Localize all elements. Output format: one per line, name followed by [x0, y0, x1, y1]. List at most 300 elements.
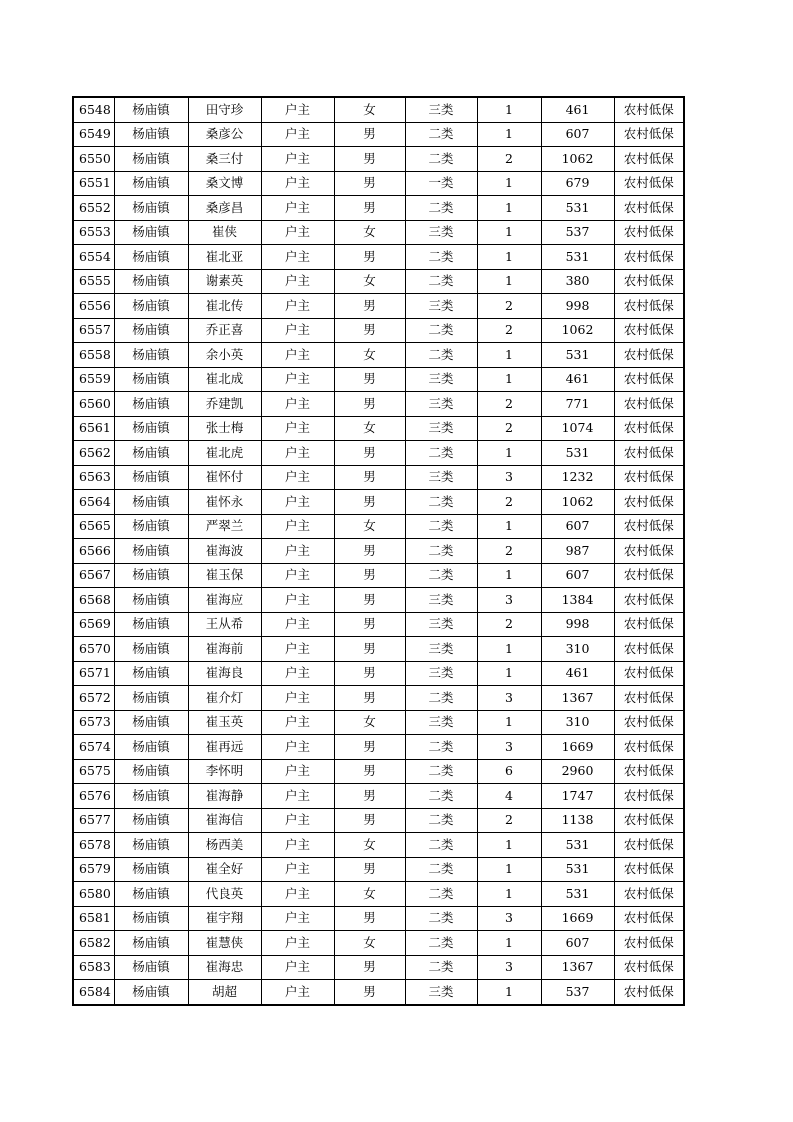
relation-cell: 户主 [261, 833, 334, 858]
household-size-cell: 1 [477, 441, 541, 466]
name-cell: 崔玉英 [188, 710, 261, 735]
household-size-cell: 2 [477, 392, 541, 417]
relation-cell: 户主 [261, 759, 334, 784]
type-cell: 农村低保 [614, 955, 684, 980]
type-cell: 农村低保 [614, 612, 684, 637]
town-cell: 杨庙镇 [114, 343, 188, 368]
type-cell: 农村低保 [614, 563, 684, 588]
town-cell: 杨庙镇 [114, 367, 188, 392]
type-cell: 农村低保 [614, 171, 684, 196]
relation-cell: 户主 [261, 294, 334, 319]
town-cell: 杨庙镇 [114, 318, 188, 343]
category-cell: 三类 [405, 710, 477, 735]
type-cell: 农村低保 [614, 490, 684, 515]
table-row [73, 294, 684, 319]
household-size-cell: 1 [477, 220, 541, 245]
gender-cell: 女 [334, 931, 405, 956]
name-cell: 桑彦昌 [188, 196, 261, 221]
town-cell: 杨庙镇 [114, 612, 188, 637]
type-cell: 农村低保 [614, 833, 684, 858]
type-cell: 农村低保 [614, 269, 684, 294]
town-cell: 杨庙镇 [114, 588, 188, 613]
name-cell: 崔介灯 [188, 686, 261, 711]
table-row [73, 759, 684, 784]
type-cell: 农村低保 [614, 122, 684, 147]
row-number-cell: 6554 [73, 245, 114, 270]
gender-cell: 女 [334, 269, 405, 294]
category-cell: 二类 [405, 833, 477, 858]
town-cell: 杨庙镇 [114, 686, 188, 711]
table-row [73, 490, 684, 515]
town-cell: 杨庙镇 [114, 833, 188, 858]
table-row [73, 931, 684, 956]
name-cell: 代良英 [188, 882, 261, 907]
row-number-cell: 6575 [73, 759, 114, 784]
town-cell: 杨庙镇 [114, 490, 188, 515]
type-cell: 农村低保 [614, 710, 684, 735]
type-cell: 农村低保 [614, 539, 684, 564]
relation-cell: 户主 [261, 196, 334, 221]
household-size-cell: 2 [477, 539, 541, 564]
household-size-cell: 1 [477, 563, 541, 588]
table-row [73, 97, 684, 122]
category-cell: 二类 [405, 318, 477, 343]
name-cell: 崔北亚 [188, 245, 261, 270]
type-cell: 农村低保 [614, 97, 684, 122]
table-row [73, 539, 684, 564]
amount-cell: 679 [541, 171, 614, 196]
gender-cell: 男 [334, 955, 405, 980]
relation-cell: 户主 [261, 318, 334, 343]
relation-cell: 户主 [261, 392, 334, 417]
type-cell: 农村低保 [614, 465, 684, 490]
name-cell: 崔再远 [188, 735, 261, 760]
household-size-cell: 1 [477, 514, 541, 539]
table-row [73, 269, 684, 294]
category-cell: 二类 [405, 514, 477, 539]
amount-cell: 531 [541, 882, 614, 907]
type-cell: 农村低保 [614, 220, 684, 245]
town-cell: 杨庙镇 [114, 220, 188, 245]
table-body [73, 97, 684, 1005]
category-cell: 二类 [405, 563, 477, 588]
type-cell: 农村低保 [614, 906, 684, 931]
row-number-cell: 6569 [73, 612, 114, 637]
name-cell: 崔宇翔 [188, 906, 261, 931]
amount-cell: 1062 [541, 147, 614, 172]
row-number-cell: 6573 [73, 710, 114, 735]
category-cell: 二类 [405, 539, 477, 564]
row-number-cell: 6553 [73, 220, 114, 245]
household-size-cell: 3 [477, 588, 541, 613]
gender-cell: 男 [334, 318, 405, 343]
gender-cell: 女 [334, 416, 405, 441]
town-cell: 杨庙镇 [114, 392, 188, 417]
town-cell: 杨庙镇 [114, 441, 188, 466]
gender-cell: 男 [334, 661, 405, 686]
type-cell: 农村低保 [614, 784, 684, 809]
type-cell: 农村低保 [614, 808, 684, 833]
name-cell: 崔海静 [188, 784, 261, 809]
amount-cell: 310 [541, 637, 614, 662]
row-number-cell: 6574 [73, 735, 114, 760]
amount-cell: 531 [541, 343, 614, 368]
household-size-cell: 2 [477, 416, 541, 441]
gender-cell: 女 [334, 882, 405, 907]
table-row [73, 661, 684, 686]
amount-cell: 461 [541, 97, 614, 122]
household-size-cell: 1 [477, 931, 541, 956]
gender-cell: 男 [334, 147, 405, 172]
type-cell: 农村低保 [614, 980, 684, 1005]
amount-cell: 537 [541, 220, 614, 245]
relation-cell: 户主 [261, 416, 334, 441]
relation-cell: 户主 [261, 637, 334, 662]
relation-cell: 户主 [261, 122, 334, 147]
relation-cell: 户主 [261, 612, 334, 637]
amount-cell: 531 [541, 857, 614, 882]
relation-cell: 户主 [261, 367, 334, 392]
row-number-cell: 6568 [73, 588, 114, 613]
household-size-cell: 1 [477, 833, 541, 858]
type-cell: 农村低保 [614, 441, 684, 466]
gender-cell: 男 [334, 906, 405, 931]
name-cell: 李怀明 [188, 759, 261, 784]
name-cell: 胡超 [188, 980, 261, 1005]
row-number-cell: 6571 [73, 661, 114, 686]
category-cell: 三类 [405, 980, 477, 1005]
type-cell: 农村低保 [614, 735, 684, 760]
town-cell: 杨庙镇 [114, 122, 188, 147]
relation-cell: 户主 [261, 784, 334, 809]
category-cell: 三类 [405, 392, 477, 417]
category-cell: 二类 [405, 955, 477, 980]
relation-cell: 户主 [261, 710, 334, 735]
row-number-cell: 6582 [73, 931, 114, 956]
gender-cell: 男 [334, 465, 405, 490]
table-row [73, 196, 684, 221]
row-number-cell: 6552 [73, 196, 114, 221]
amount-cell: 1669 [541, 735, 614, 760]
category-cell: 二类 [405, 147, 477, 172]
town-cell: 杨庙镇 [114, 808, 188, 833]
town-cell: 杨庙镇 [114, 759, 188, 784]
relation-cell: 户主 [261, 514, 334, 539]
household-size-cell: 1 [477, 245, 541, 270]
type-cell: 农村低保 [614, 882, 684, 907]
table-row [73, 465, 684, 490]
table-row [73, 220, 684, 245]
category-cell: 三类 [405, 612, 477, 637]
gender-cell: 男 [334, 980, 405, 1005]
amount-cell: 987 [541, 539, 614, 564]
category-cell: 一类 [405, 171, 477, 196]
relation-cell: 户主 [261, 245, 334, 270]
table-row [73, 955, 684, 980]
name-cell: 严翠兰 [188, 514, 261, 539]
household-size-cell: 1 [477, 171, 541, 196]
table-row [73, 318, 684, 343]
relation-cell: 户主 [261, 490, 334, 515]
household-size-cell: 1 [477, 269, 541, 294]
town-cell: 杨庙镇 [114, 931, 188, 956]
name-cell: 崔怀付 [188, 465, 261, 490]
name-cell: 桑三付 [188, 147, 261, 172]
town-cell: 杨庙镇 [114, 563, 188, 588]
amount-cell: 537 [541, 980, 614, 1005]
gender-cell: 男 [334, 490, 405, 515]
town-cell: 杨庙镇 [114, 416, 188, 441]
amount-cell: 1138 [541, 808, 614, 833]
relation-cell: 户主 [261, 343, 334, 368]
name-cell: 桑文博 [188, 171, 261, 196]
gender-cell: 男 [334, 392, 405, 417]
row-number-cell: 6577 [73, 808, 114, 833]
gender-cell: 男 [334, 808, 405, 833]
household-size-cell: 1 [477, 637, 541, 662]
amount-cell: 1062 [541, 318, 614, 343]
type-cell: 农村低保 [614, 196, 684, 221]
relation-cell: 户主 [261, 857, 334, 882]
name-cell: 田守珍 [188, 97, 261, 122]
gender-cell: 女 [334, 97, 405, 122]
gender-cell: 男 [334, 441, 405, 466]
household-size-cell: 1 [477, 980, 541, 1005]
row-number-cell: 6563 [73, 465, 114, 490]
name-cell: 杨西美 [188, 833, 261, 858]
row-number-cell: 6578 [73, 833, 114, 858]
relation-cell: 户主 [261, 686, 334, 711]
amount-cell: 607 [541, 514, 614, 539]
table-row [73, 833, 684, 858]
row-number-cell: 6570 [73, 637, 114, 662]
amount-cell: 607 [541, 563, 614, 588]
household-size-cell: 2 [477, 490, 541, 515]
table-row [73, 906, 684, 931]
household-size-cell: 1 [477, 857, 541, 882]
gender-cell: 男 [334, 367, 405, 392]
amount-cell: 1232 [541, 465, 614, 490]
gender-cell: 女 [334, 343, 405, 368]
amount-cell: 531 [541, 833, 614, 858]
household-size-cell: 3 [477, 735, 541, 760]
table-row [73, 588, 684, 613]
category-cell: 二类 [405, 735, 477, 760]
type-cell: 农村低保 [614, 343, 684, 368]
table-row [73, 343, 684, 368]
category-cell: 二类 [405, 857, 477, 882]
household-size-cell: 4 [477, 784, 541, 809]
gender-cell: 男 [334, 196, 405, 221]
amount-cell: 1074 [541, 416, 614, 441]
name-cell: 崔慧侠 [188, 931, 261, 956]
category-cell: 二类 [405, 245, 477, 270]
row-number-cell: 6558 [73, 343, 114, 368]
type-cell: 农村低保 [614, 245, 684, 270]
row-number-cell: 6548 [73, 97, 114, 122]
row-number-cell: 6581 [73, 906, 114, 931]
category-cell: 二类 [405, 269, 477, 294]
type-cell: 农村低保 [614, 367, 684, 392]
name-cell: 崔北传 [188, 294, 261, 319]
household-size-cell: 2 [477, 808, 541, 833]
row-number-cell: 6583 [73, 955, 114, 980]
category-cell: 三类 [405, 294, 477, 319]
town-cell: 杨庙镇 [114, 269, 188, 294]
household-size-cell: 1 [477, 97, 541, 122]
household-size-cell: 1 [477, 367, 541, 392]
relation-cell: 户主 [261, 931, 334, 956]
relation-cell: 户主 [261, 465, 334, 490]
category-cell: 三类 [405, 416, 477, 441]
gender-cell: 男 [334, 686, 405, 711]
town-cell: 杨庙镇 [114, 637, 188, 662]
row-number-cell: 6551 [73, 171, 114, 196]
town-cell: 杨庙镇 [114, 784, 188, 809]
category-cell: 二类 [405, 343, 477, 368]
table-row [73, 637, 684, 662]
relation-cell: 户主 [261, 588, 334, 613]
relation-cell: 户主 [261, 980, 334, 1005]
relation-cell: 户主 [261, 808, 334, 833]
amount-cell: 771 [541, 392, 614, 417]
category-cell: 二类 [405, 882, 477, 907]
name-cell: 崔海前 [188, 637, 261, 662]
relation-cell: 户主 [261, 955, 334, 980]
name-cell: 崔海应 [188, 588, 261, 613]
town-cell: 杨庙镇 [114, 294, 188, 319]
category-cell: 三类 [405, 661, 477, 686]
household-size-cell: 1 [477, 710, 541, 735]
row-number-cell: 6557 [73, 318, 114, 343]
table-row [73, 686, 684, 711]
name-cell: 桑彦公 [188, 122, 261, 147]
table-row [73, 563, 684, 588]
household-size-cell: 1 [477, 196, 541, 221]
type-cell: 农村低保 [614, 759, 684, 784]
household-size-cell: 3 [477, 955, 541, 980]
household-size-cell: 1 [477, 661, 541, 686]
gender-cell: 男 [334, 857, 405, 882]
name-cell: 崔全好 [188, 857, 261, 882]
row-number-cell: 6580 [73, 882, 114, 907]
amount-cell: 461 [541, 367, 614, 392]
gender-cell: 男 [334, 539, 405, 564]
amount-cell: 607 [541, 122, 614, 147]
table-row [73, 392, 684, 417]
amount-cell: 531 [541, 196, 614, 221]
amount-cell: 998 [541, 294, 614, 319]
row-number-cell: 6567 [73, 563, 114, 588]
category-cell: 二类 [405, 686, 477, 711]
type-cell: 农村低保 [614, 637, 684, 662]
table-row [73, 441, 684, 466]
category-cell: 二类 [405, 441, 477, 466]
amount-cell: 531 [541, 441, 614, 466]
gender-cell: 男 [334, 122, 405, 147]
name-cell: 谢素英 [188, 269, 261, 294]
name-cell: 崔海波 [188, 539, 261, 564]
relation-cell: 户主 [261, 539, 334, 564]
category-cell: 二类 [405, 808, 477, 833]
table-row [73, 514, 684, 539]
type-cell: 农村低保 [614, 318, 684, 343]
category-cell: 二类 [405, 759, 477, 784]
name-cell: 余小英 [188, 343, 261, 368]
relation-cell: 户主 [261, 441, 334, 466]
name-cell: 崔北虎 [188, 441, 261, 466]
table-row [73, 171, 684, 196]
category-cell: 二类 [405, 931, 477, 956]
amount-cell: 380 [541, 269, 614, 294]
row-number-cell: 6555 [73, 269, 114, 294]
relation-cell: 户主 [261, 147, 334, 172]
amount-cell: 1669 [541, 906, 614, 931]
relation-cell: 户主 [261, 220, 334, 245]
row-number-cell: 6564 [73, 490, 114, 515]
category-cell: 三类 [405, 588, 477, 613]
type-cell: 农村低保 [614, 857, 684, 882]
gender-cell: 男 [334, 563, 405, 588]
row-number-cell: 6576 [73, 784, 114, 809]
category-cell: 二类 [405, 490, 477, 515]
row-number-cell: 6579 [73, 857, 114, 882]
table-row [73, 367, 684, 392]
row-number-cell: 6562 [73, 441, 114, 466]
gender-cell: 女 [334, 710, 405, 735]
household-size-cell: 2 [477, 147, 541, 172]
category-cell: 二类 [405, 122, 477, 147]
table-row [73, 882, 684, 907]
household-size-cell: 3 [477, 686, 541, 711]
relation-cell: 户主 [261, 171, 334, 196]
type-cell: 农村低保 [614, 147, 684, 172]
row-number-cell: 6572 [73, 686, 114, 711]
gender-cell: 男 [334, 588, 405, 613]
amount-cell: 1367 [541, 686, 614, 711]
row-number-cell: 6550 [73, 147, 114, 172]
town-cell: 杨庙镇 [114, 882, 188, 907]
town-cell: 杨庙镇 [114, 955, 188, 980]
name-cell: 乔建凯 [188, 392, 261, 417]
household-size-cell: 1 [477, 882, 541, 907]
table-row [73, 980, 684, 1005]
name-cell: 崔玉保 [188, 563, 261, 588]
table-row [73, 784, 684, 809]
amount-cell: 2960 [541, 759, 614, 784]
household-size-cell: 6 [477, 759, 541, 784]
data-table [72, 96, 685, 1006]
gender-cell: 男 [334, 171, 405, 196]
gender-cell: 男 [334, 784, 405, 809]
name-cell: 张士梅 [188, 416, 261, 441]
household-size-cell: 1 [477, 122, 541, 147]
relation-cell: 户主 [261, 906, 334, 931]
gender-cell: 男 [334, 294, 405, 319]
type-cell: 农村低保 [614, 514, 684, 539]
type-cell: 农村低保 [614, 588, 684, 613]
row-number-cell: 6556 [73, 294, 114, 319]
gender-cell: 女 [334, 514, 405, 539]
type-cell: 农村低保 [614, 416, 684, 441]
relation-cell: 户主 [261, 661, 334, 686]
row-number-cell: 6560 [73, 392, 114, 417]
relation-cell: 户主 [261, 882, 334, 907]
category-cell: 三类 [405, 367, 477, 392]
relation-cell: 户主 [261, 563, 334, 588]
type-cell: 农村低保 [614, 686, 684, 711]
row-number-cell: 6584 [73, 980, 114, 1005]
